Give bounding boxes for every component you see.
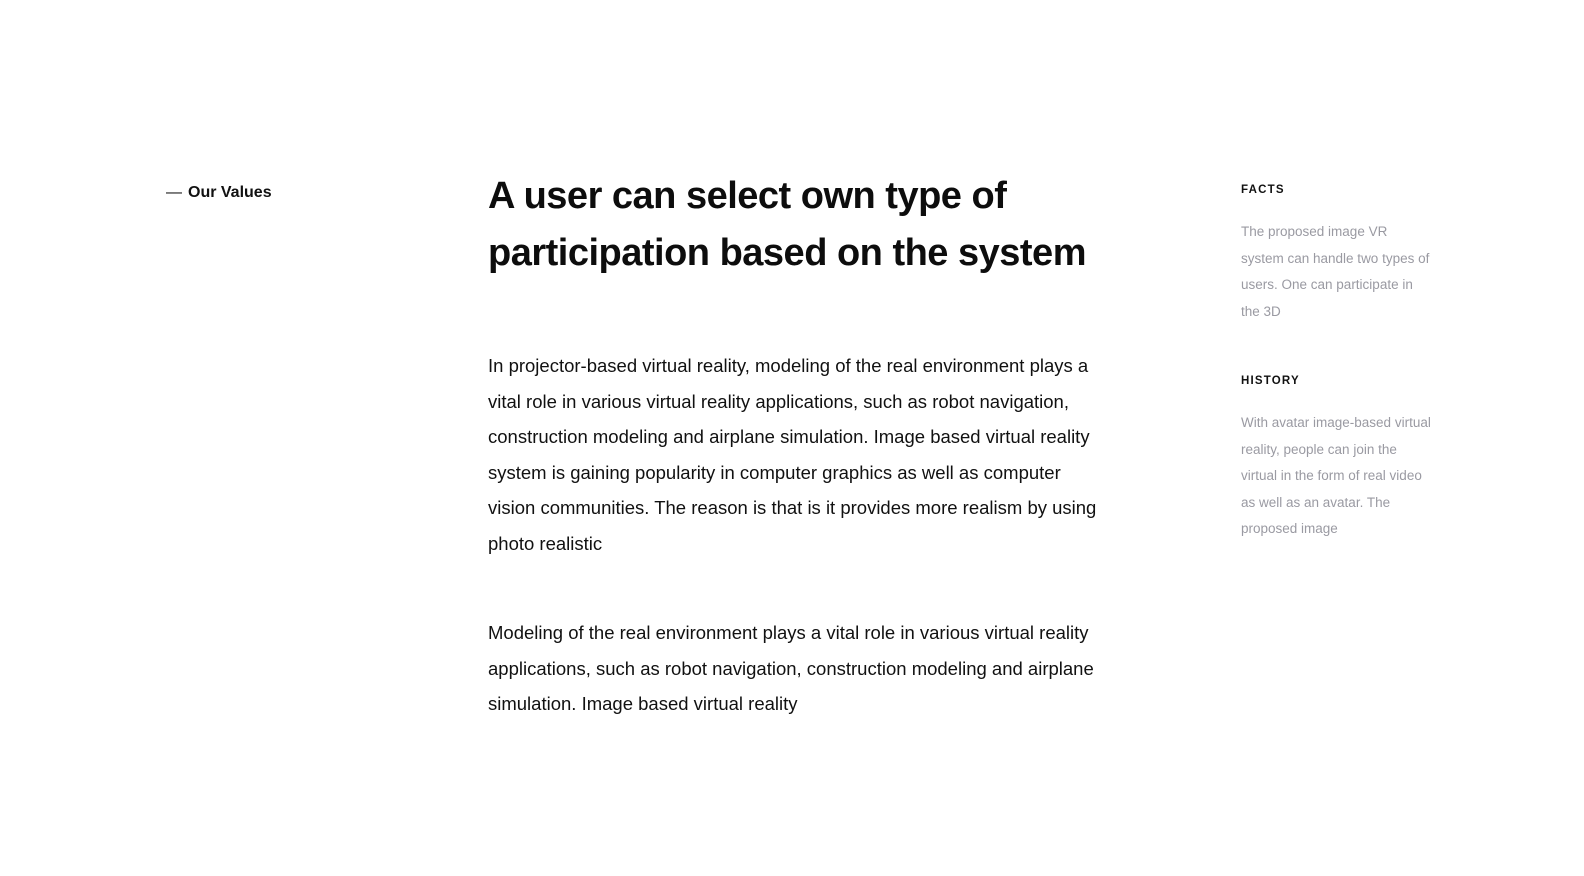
facts-heading: FACTS (1241, 184, 1285, 196)
facts-text: The proposed image VR system can handle two types of users. One can participate in the 3D (1241, 224, 1430, 319)
section-label-dash: — (166, 184, 182, 201)
section-label (166, 184, 272, 202)
body-paragraph-1: In projector-based virtual reality, modeling of the real environment plays a vital role in various virtual reality applications, such as robot navigation, construction modeling and airplane simulation. Image based virtual reality system is gaining popularity in computer graphics as well as computer vision communities. The reason is that is it provides more realism by using photo realistic (488, 355, 1097, 554)
body-paragraph-2: Modeling of the real environment plays a vital role in various virtual reality applications, such as robot navigation, construction modeling and airplane simulation. Image based virtual reality (488, 622, 1094, 714)
facts-block (1241, 184, 1431, 325)
main-content (488, 168, 1108, 722)
section-label-text: Our Values (188, 184, 272, 201)
history-block (1241, 375, 1431, 543)
history-heading: HISTORY (1241, 375, 1300, 387)
page-title: A user can select own type of participation based on the system (488, 175, 1086, 274)
sidebar (1241, 184, 1431, 543)
history-text: With avatar image-based virtual reality, people can join the virtual in the form of real video as well as an avatar. The proposed image (1241, 415, 1431, 536)
